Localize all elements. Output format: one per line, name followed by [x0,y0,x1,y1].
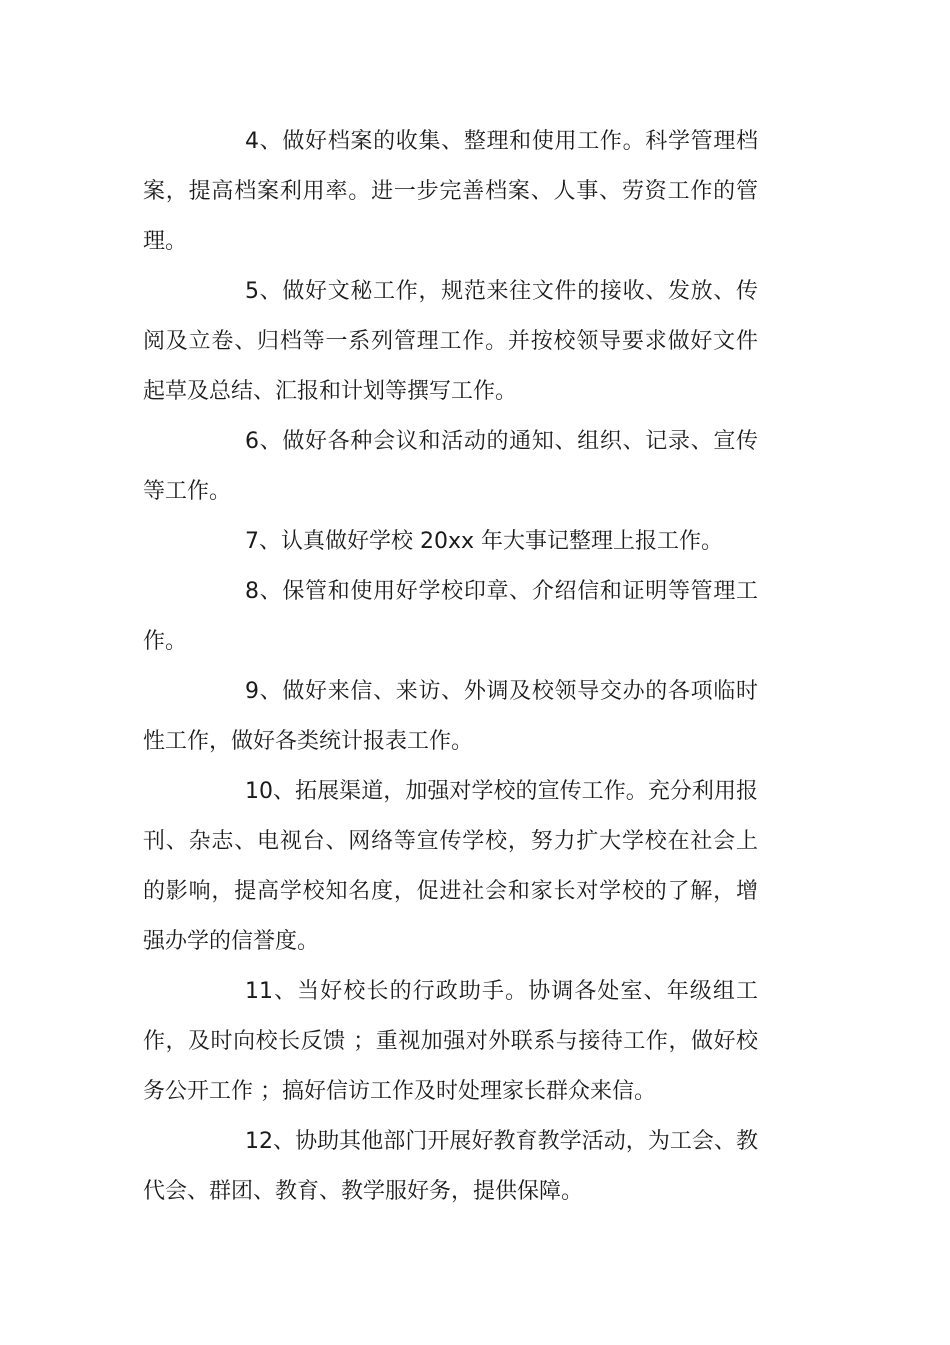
paragraph-item-11: 11、当好校长的行政助手。协调各处室、年级组工作，及时向校长反馈 ；重视加强对外联系与接待工作，做好校务公开工作 ；搞好信访工作及时处理家长群众来信。 [143,979,758,1104]
paragraph-item-9: 9、做好来信、来访、外调及校领导交办的各项临时性工作，做好各类统计报表工作。 [143,679,758,754]
paragraph-item-4: 4、做好档案的收集、整理和使用工作。科学管理档案，提高档案利用率。进一步完善档案、人事、劳资工作的管理。 [143,129,758,254]
paragraph-item-8: 8、保管和使用好学校印章、介绍信和证明等管理工作。 [143,579,758,654]
paragraph-item-6: 6、做好各种会议和活动的通知、组织、记录、宣传等工作。 [143,429,758,504]
paragraph-item-10: 10、拓展渠道，加强对学校的宣传工作。充分利用报刊、杂志、电视台、网络等宣传学校，努力扩大学校在社会上的影响，提高学校知名度，促进社会和家长对学校的了解，增强办学的信誉度。 [143,779,758,954]
paragraph-item-7: 7、认真做好学校 20xx 年大事记整理上报工作。 [245,529,724,554]
paragraph-item-12: 12、协助其他部门开展好教育教学活动，为工会、教代会、群团、教育、教学服好务，提供保障。 [143,1129,758,1204]
document-body [143,117,758,1217]
paragraph-item-5: 5、做好文秘工作，规范来往文件的接收、发放、传阅及立卷、归档等一系列管理工作。并按校领导要求做好文件起草及总结、汇报和计划等撰写工作。 [143,279,758,404]
